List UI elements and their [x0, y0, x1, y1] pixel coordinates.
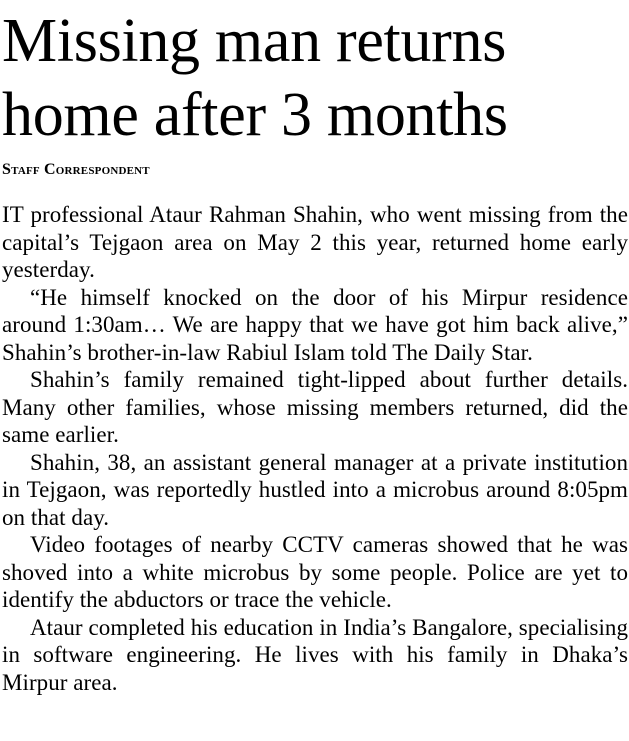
paragraph-1: IT professional Ataur Rahman Shahin, who went missing from the capital’s Tejgaon area on May 2 this year, returned home early yesterday.	[2, 202, 628, 282]
paragraph-3: Shahin’s family remained tight-lipped about further details. Many other families, whose missing members returned, did the same earlier.	[2, 367, 628, 447]
paragraph-6: Ataur completed his education in India’s Bangalore, specialising in software engineering. He lives with his family in Dhaka’s Mirpur area.	[2, 614, 628, 695]
paragraph-2: “He himself knocked on the door of his Mirpur residence around 1:30am… We are happy that we have got him back alive,” Shahin’s brother-in-law Rabiul Islam told The Daily Star.	[2, 284, 628, 365]
paragraph-5: Video footages of nearby CCTV cameras showed that he was shoved into a white microbus by some people. Police are yet to identify the abductors or trace the vehicle.	[2, 532, 628, 612]
article-body	[2, 201, 628, 696]
headline-line-1: Missing man returns	[2, 7, 507, 75]
headline-line-2: home after 3 months	[2, 81, 508, 149]
paragraph-4: Shahin, 38, an assistant general manager at a private institution in Tejgaon, was reportedly hustled into a microbus around 8:05pm on that day.	[2, 449, 628, 530]
byline: Staff Correspondent	[2, 161, 150, 178]
headline	[2, 0, 628, 152]
